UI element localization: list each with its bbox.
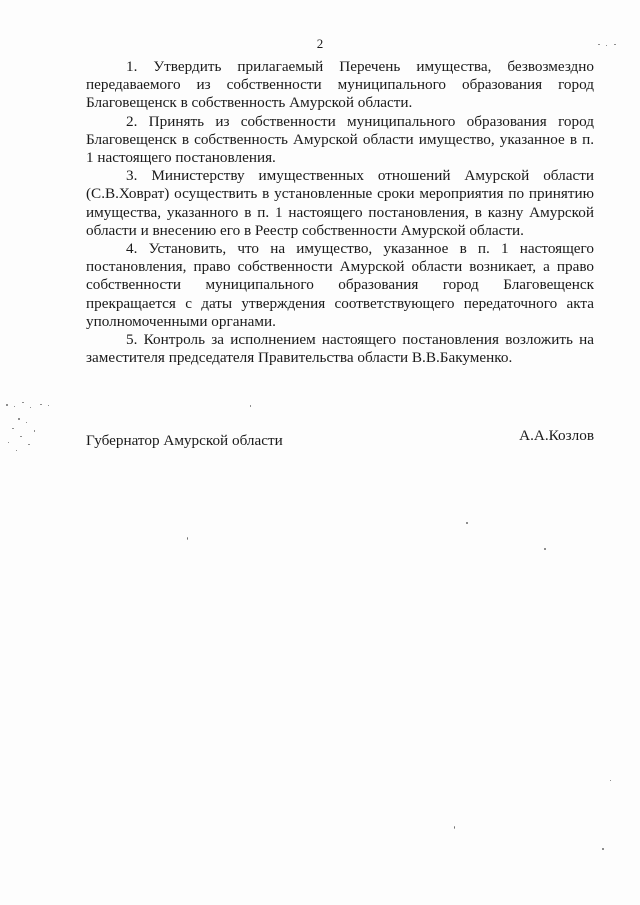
scan-speck xyxy=(187,537,188,540)
page-number: 2 xyxy=(316,36,324,51)
scan-speck xyxy=(614,44,616,45)
scan-speck xyxy=(598,44,600,45)
scan-speck xyxy=(606,45,607,46)
scan-speck xyxy=(466,522,468,524)
signatory-name: А.А.Козлов xyxy=(519,427,594,444)
scan-speck xyxy=(544,548,546,550)
resolution-body xyxy=(86,58,594,367)
paragraph-2: 2. Принять из собственности муниципального образования город Благовещенск в собственность Амурской области имущество, указанное в п. 1 настоящего постановления. xyxy=(86,112,594,167)
scan-speck xyxy=(602,848,604,850)
paragraph-3: 3. Министерству имущественных отношений Амурской области (С.В.Ховрат) осуществить в установленные сроки мероприятия по принятию имущества, указанного в п. 1 настоящего постановления, в казну Амурской области и внесению его в Реестр собственности Амурской области. xyxy=(86,167,594,239)
paragraph-5: 5. Контроль за исполнением настоящего постановления возложить на заместителя председателя Правительства области В.В.Бакуменко. xyxy=(86,331,594,367)
paragraph-4: 4. Установить, что на имущество, указанное в п. 1 настоящего постановления, право собственности Амурской области возникает, а право собственности муниципального образования город Благовещенск прекращается с даты утверждения соответствующего передаточного акта уполномоченными органами. xyxy=(86,240,594,330)
scan-speck xyxy=(250,405,251,407)
paragraph-1: 1. Утвердить прилагаемый Перечень имущества, безвозмездно передаваемого из собственности муниципального образования город Благовещенск в собственность Амурской области. xyxy=(86,58,594,112)
scan-noise xyxy=(4,398,64,458)
scan-speck xyxy=(454,826,455,829)
scan-speck xyxy=(610,780,611,781)
signatory-title: Губернатор Амурской области xyxy=(86,432,283,449)
